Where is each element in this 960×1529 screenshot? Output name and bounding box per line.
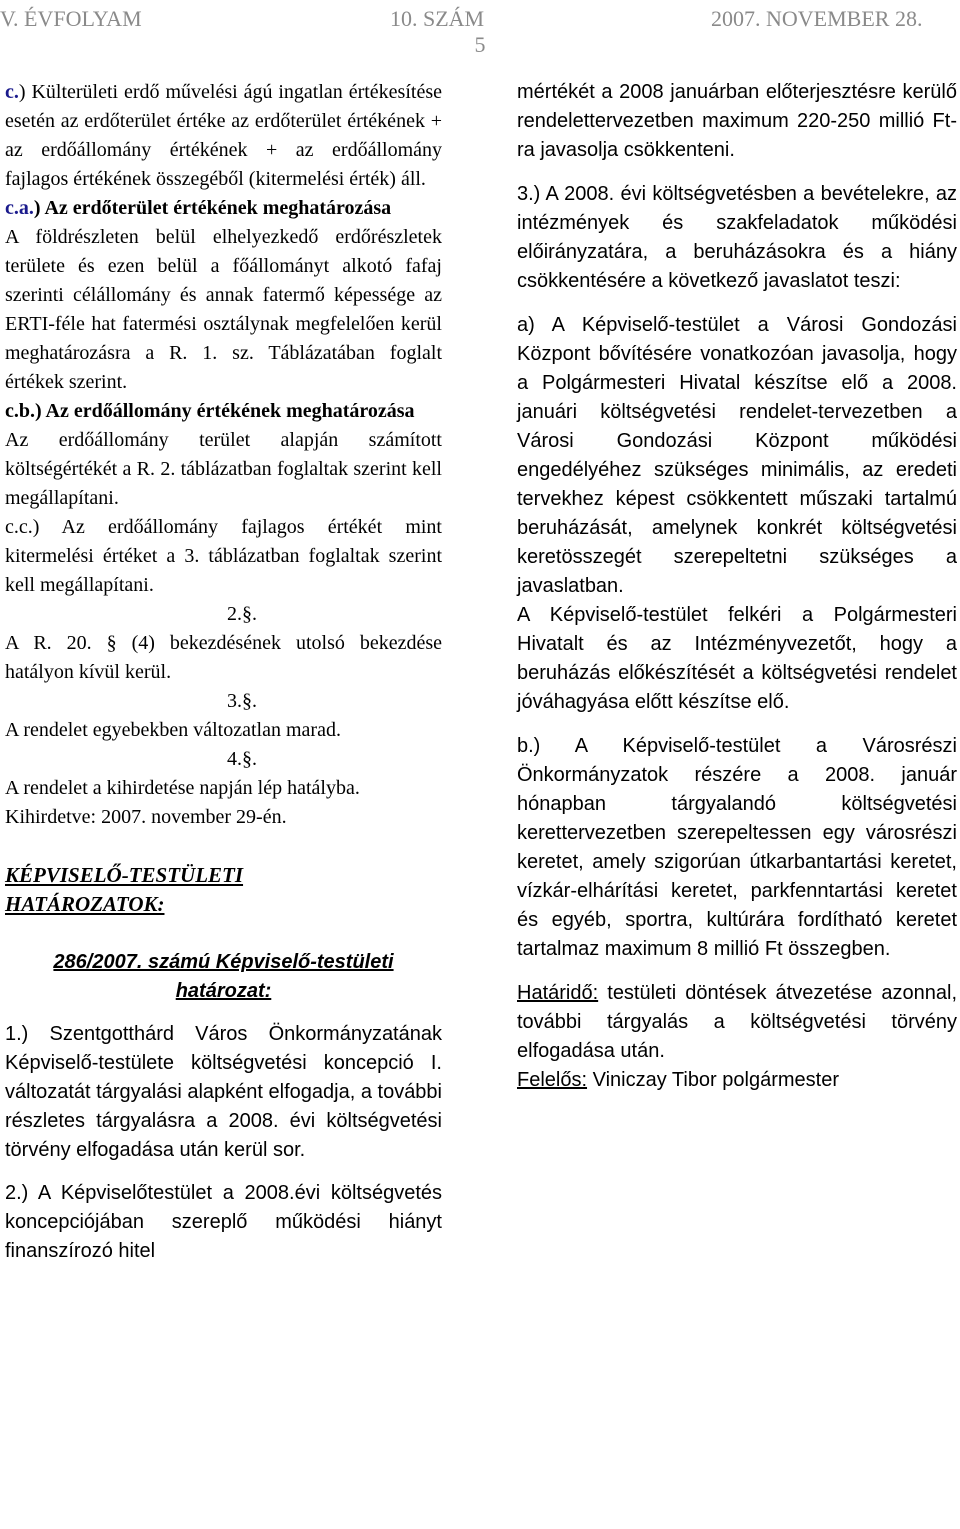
ca-marker: c.a. — [5, 197, 34, 219]
paragraph-b: b.) A Képviselő-testület a Városrészi Önkormányzatok részére a 2008. január hónapban tárgyalandó költségvetési kerettervezetben szerepeltessen egy városrészi keretet, amely szigorúan útkarbantartási keretet, vízkár-elhárítási keretet, parkfenntartási keretet és egyéb, sportra, kultúrára fordítható keretet tartalmaz maximum 8 millió Ft összegben. — [517, 735, 957, 960]
responsible-text: Viniczay Tibor polgármester — [587, 1069, 839, 1091]
responsible — [517, 1066, 957, 1095]
section-2-title: 2.§. — [227, 603, 257, 625]
section-3-title: 3.§. — [227, 690, 257, 712]
paragraph-a: a) A Képviselő-testület a Városi Gondozási Központ bővítésére vonatkozóan javasolja, hogy a Polgármesteri Hivatal készítse elő a 2008. januári költségvetési rendelet-tervezetben a Városi Gondozási Központ működési engedélyéhez szükséges minimális, az eredeti tervekhez képest csökkentett műszaki tartalmú beruházását, amelynek konkrét költségvetési keretösszegét szerepeltetni szükséges a javaslatban. — [517, 314, 957, 597]
spacer — [517, 964, 957, 979]
resolution-title-line2: határozat: — [175, 980, 272, 1002]
section-3-body: A rendelet egyebekben változatlan marad. — [5, 719, 341, 741]
spacer — [5, 1165, 442, 1179]
cb-heading: c.b.) Az erdőállomány értékének meghatározása — [5, 400, 415, 422]
cb-body: Az erdőállomány terület alapján számított költségértékét a R. 2. táblázatban foglaltak szerint kell megállapítani. — [5, 429, 442, 509]
section-2-body: A R. 20. § (4) bekezdésének utolsó bekezdése hatályon kívül kerül. — [5, 632, 442, 683]
spacer — [5, 919, 442, 948]
resolutions-heading-line2: HATÁROZATOK: — [5, 892, 165, 916]
deadline-text: testületi döntések átvezetése azonnal, további tárgyalás a költségvetési törvény elfogadása után. — [517, 982, 957, 1062]
paragraph-cc — [5, 78, 442, 194]
ca-body: A földrészleten belül elhelyezkedő erdőrészletek területe és ezen belül a főállományt alkotó fafaj szerinti célállomány és annak fatermő képessége az ERTI-féle hat fatermési osztálynak megfelelően kerül meghatározásra a R. 1. sz. Táblázatában foglalt értékek szerint. — [5, 226, 442, 393]
resolution-title-line1: 286/2007. számú Képviselő-testületi — [53, 951, 394, 973]
responsible-label: Felelős: — [517, 1069, 588, 1091]
right-column — [517, 78, 957, 1095]
cc2-paragraph: c.c.) Az erdőállomány fajlagos értékét mint kitermelési értéket a 3. táblázatban foglaltak szerint kell megállapítani. — [5, 516, 442, 596]
deadline — [517, 979, 957, 1066]
paragraph-1: mértékét a 2008 januárban előterjesztésre kerülő rendelettervezetben maximum 220-250 millió Ft-ra javasolja csökkenteni. — [517, 81, 957, 161]
cc-text: ) Külterületi erdő művelési ágú ingatlan értékesítése esetén az erdőterület értéke az erdőterület értékének + az erdőállomány értékének + az erdőállomány fajlagos értékének összegéből (kitermelési érték) áll. — [5, 81, 442, 190]
header-date: 2007. NOVEMBER 28. — [711, 6, 923, 31]
resolution-item-1: 1.) Szentgotthárd Város Önkormányzatának Képviselő-testülete költségvetési koncepció I. változatát tárgyalási alapként elfogadja, a további részletes tárgyalásra a 2008. évi költségvetési törvény elfogadása után kerül sor. — [5, 1023, 442, 1161]
spacer — [517, 717, 957, 732]
ca-heading — [5, 194, 442, 223]
header-issue: 10. SZÁM — [390, 6, 485, 31]
ca-heading-text: ) Az erdőterület értékének meghatározása — [33, 197, 392, 219]
promulgation-date: Kihirdetve: 2007. november 29-én. — [5, 806, 287, 828]
paragraph-request: A Képviselő-testület felkéri a Polgármesteri Hivatalt és az Intézményvezetőt, hogy a beruházás előkészítését a költségvetési rendelet jóváhagyása előtt készítse elő. — [517, 604, 957, 713]
page-number: 5 — [474, 32, 486, 57]
section-4-title: 4.§. — [227, 748, 257, 770]
left-column — [5, 78, 442, 1266]
deadline-label: Határidő: — [517, 982, 599, 1004]
spacer — [517, 165, 957, 180]
paragraph-3: 3.) A 2008. évi költségvetésben a bevételekre, az intézmények és szakfeladatok működési előirányzatára, a beruházásokra és a hiány csökkentésére a következő javaslatot teszi: — [517, 183, 957, 292]
resolution-item-2: 2.) A Képviselőtestület a 2008.évi költségvetés koncepciójában szereplő működési hiányt finanszírozó hitel — [5, 1182, 442, 1262]
spacer — [517, 296, 957, 311]
spacer — [5, 1006, 442, 1020]
header-volume: V. ÉVFOLYAM — [0, 6, 142, 31]
cc-marker: c. — [5, 81, 19, 103]
resolutions-heading-line1: KÉPVISELŐ-TESTÜLETI — [5, 863, 244, 887]
spacer — [5, 832, 442, 861]
section-4-body: A rendelet a kihirdetése napján lép hatályba. — [5, 777, 360, 799]
